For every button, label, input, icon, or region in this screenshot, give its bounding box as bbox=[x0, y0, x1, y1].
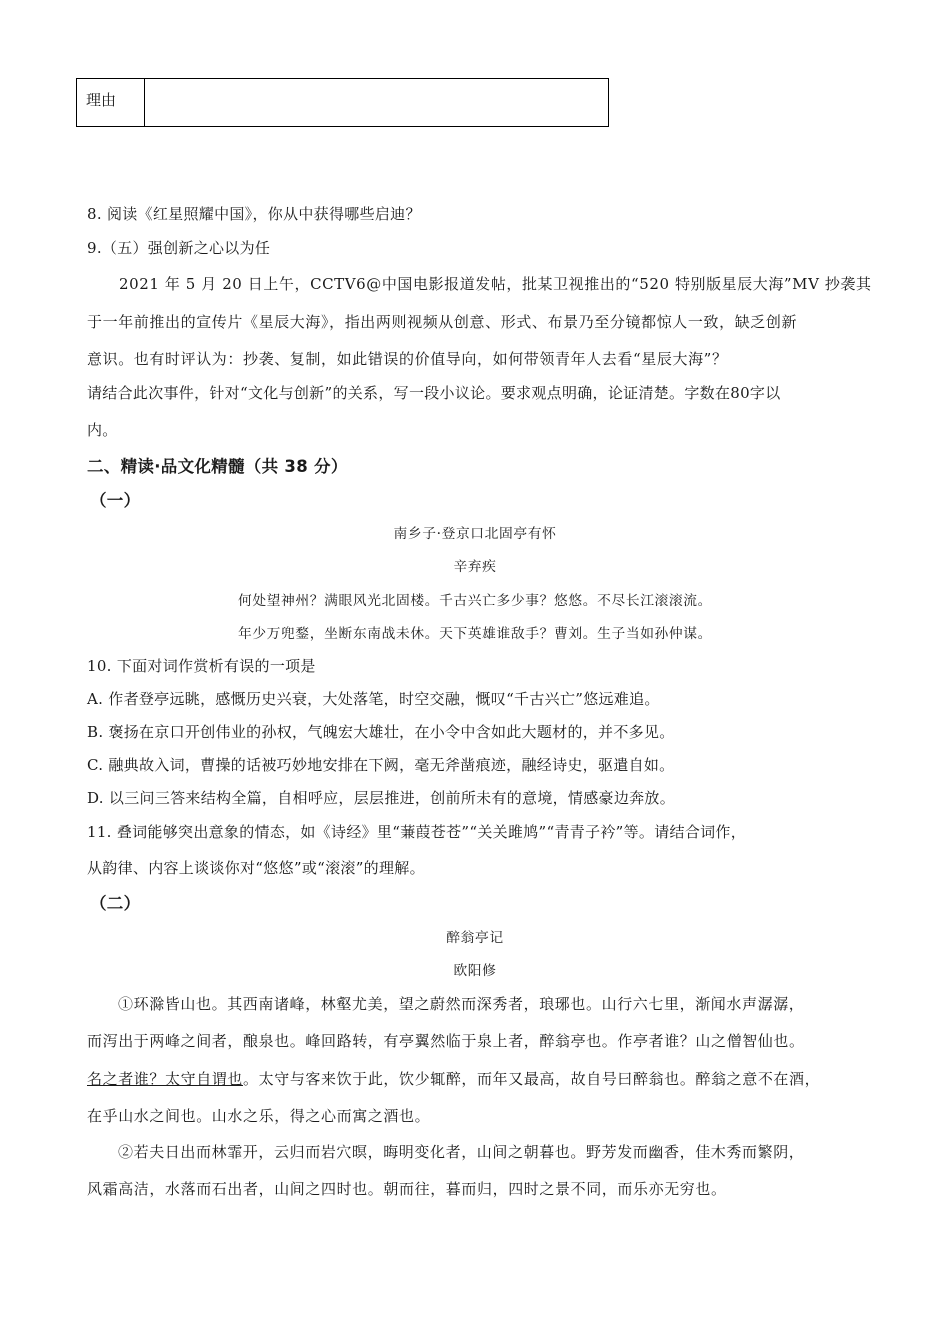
q9-requirement-line-2: 内。 bbox=[87, 421, 118, 439]
essay-p1-line-2: 而泻出于两峰之间者，酿泉也。峰回路转，有亭翼然临于泉上者，醉翁亭也。作亭者谁？山之僧智仙也。 bbox=[87, 1032, 805, 1050]
q9-paragraph-line-3: 意识。也有时评认为：抄袭、复制，如此错误的价值导向，如何带领青年人去看“星辰大海”？ bbox=[87, 350, 728, 368]
reason-table bbox=[76, 78, 609, 127]
poem-line-1: 何处望神州？满眼风光北固楼。千古兴亡多少事？悠悠。不尽长江滚滚流。 bbox=[237, 593, 713, 609]
question-10-stem: 10. 下面对词作赏析有误的一项是 bbox=[87, 657, 316, 675]
poem-author: 辛弃疾 bbox=[453, 559, 497, 575]
question-11-line-1: 11. 叠词能够突出意象的情态，如《诗经》里“蒹葭苍苍”“关关雎鸠”“青青子衿”等。请结合词作， bbox=[87, 823, 747, 841]
essay-p2-line-2: 风霜高洁，水落而石出者，山间之四时也。朝而往，暮而归，四时之景不同，而乐亦无穷也。 bbox=[87, 1180, 727, 1198]
q10-option-a: A. 作者登亭远眺，感慨历史兴衰，大处落笔，时空交融，慨叹“千古兴亡”悠远难追。 bbox=[87, 690, 660, 708]
question-11-line-2: 从韵律、内容上谈谈你对“悠悠”或“滚滚”的理解。 bbox=[87, 859, 425, 877]
q9-paragraph-line-2: 于一年前推出的宣传片《星辰大海》，指出两则视频从创意、形式、布景乃至分镜都惊人一致，缺乏创新 bbox=[87, 313, 798, 331]
essay-title: 醉翁亭记 bbox=[446, 930, 504, 946]
reason-label: 理由 bbox=[77, 79, 145, 127]
q10-option-d: D. 以三问三答来结构全篇，自相呼应，层层推进，创前所未有的意境，情感豪边奔放。 bbox=[87, 789, 676, 807]
question-9-title: 9.（五）强创新之心以为任 bbox=[87, 239, 271, 257]
essay-author: 欧阳修 bbox=[453, 963, 497, 979]
reason-answer-cell[interactable] bbox=[145, 79, 609, 127]
part-2-label: （二） bbox=[90, 894, 141, 913]
poem-title: 南乡子·登京口北固亭有怀 bbox=[393, 526, 557, 542]
essay-p1-line-1: ①环滁皆山也。其西南诸峰，林壑尤美，望之蔚然而深秀者，琅琊也。山行六七里，渐闻水声潺潺， bbox=[118, 995, 805, 1013]
q9-paragraph-line-1: 2021 年 5 月 20 日上午，CCTV6@中国电影报道发帖，批某卫视推出的“520 特别版星辰大海”MV 抄袭其 bbox=[119, 275, 872, 293]
essay-p1-line-3 bbox=[87, 1068, 820, 1089]
essay-p2-line-1: ②若夫日出而林霏开，云归而岩穴暝，晦明变化者，山间之朝暮也。野芳发而幽香，佳木秀而繁阴， bbox=[118, 1143, 805, 1161]
essay-p1-line-3-rest: 。太守与客来饮于此，饮少辄醉，而年又最高，故自号曰醉翁也。醉翁之意不在酒， bbox=[243, 1070, 821, 1088]
part-1-label: （一） bbox=[90, 491, 141, 510]
poem-line-2: 年少万兜鍪，坐断东南战未休。天下英雄谁敌手？曹刘。生子当如孙仲谋。 bbox=[237, 626, 713, 642]
essay-p1-line-4: 在乎山水之间也。山水之乐，得之心而寓之酒也。 bbox=[87, 1107, 431, 1125]
q10-option-c: C. 融典故入词，曹操的话被巧妙地安排在下阙，毫无斧凿痕迹，融经诗史，驱遣自如。 bbox=[87, 756, 675, 774]
q10-option-b: B. 褒扬在京口开创伟业的孙权，气魄宏大雄壮，在小令中含如此大题材的，并不多见。 bbox=[87, 723, 675, 741]
section-2-heading: 二、精读·品文化精髓（共 38 分） bbox=[87, 457, 348, 476]
question-8: 8. 阅读《红星照耀中国》，你从中获得哪些启迪？ bbox=[87, 205, 421, 223]
q9-requirement-line-1: 请结合此次事件，针对“文化与创新”的关系，写一段小议论。要求观点明确，论证清楚。字数在80字以 bbox=[87, 384, 781, 402]
underlined-sentence: 名之者谁？太守自谓也 bbox=[87, 1070, 244, 1088]
